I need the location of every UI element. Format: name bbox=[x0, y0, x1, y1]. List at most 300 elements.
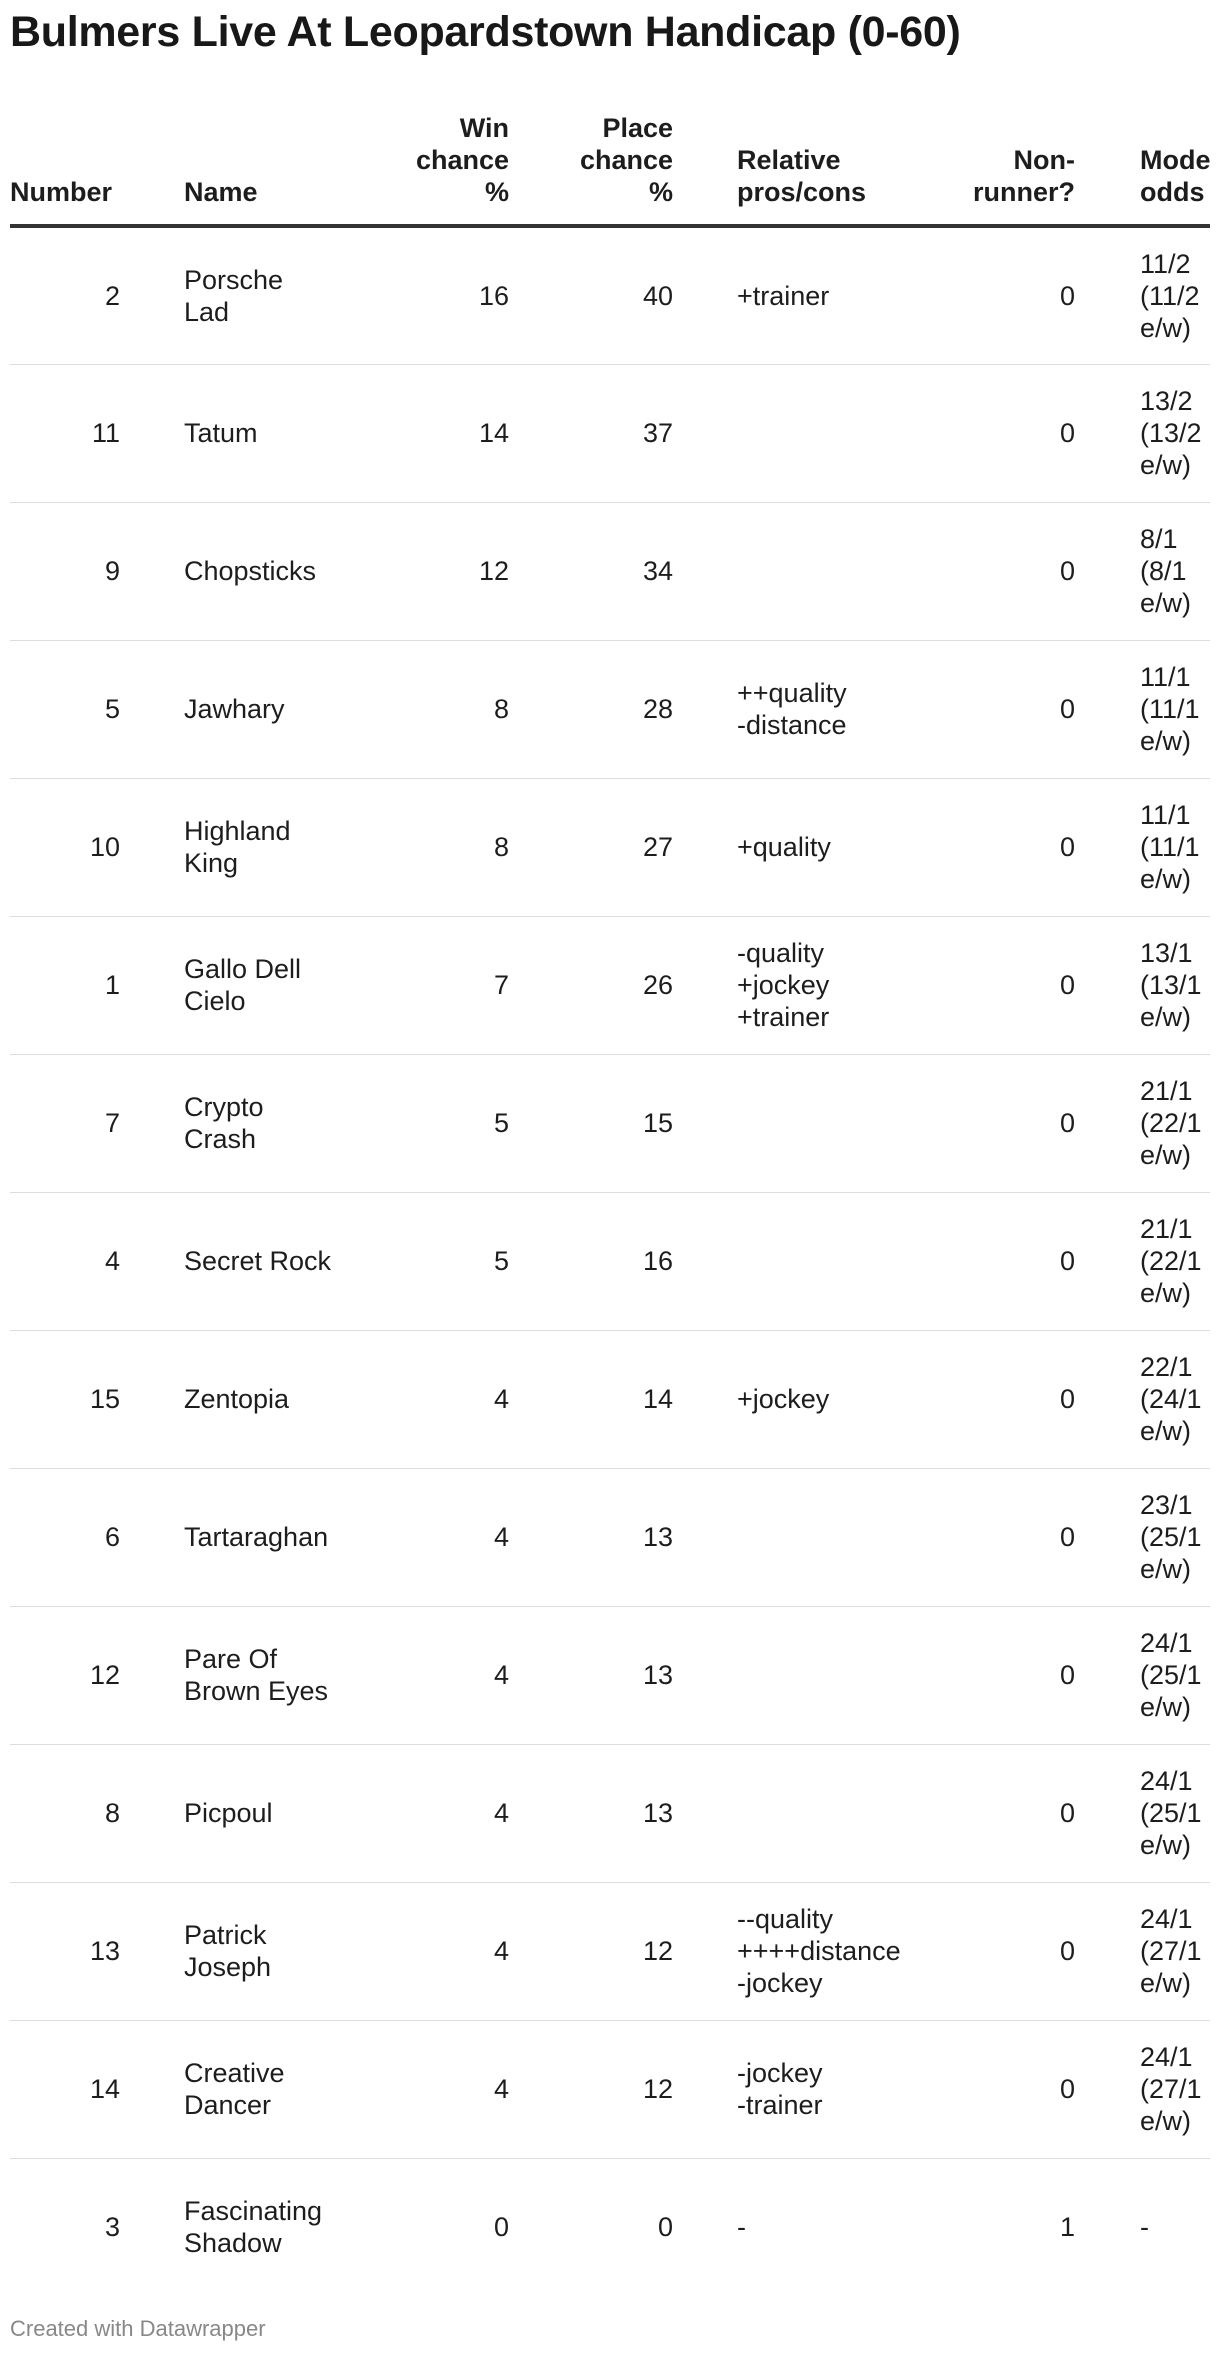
cell-non-runner-text: 0 bbox=[1059, 1522, 1075, 1552]
cell-spacer bbox=[120, 226, 184, 364]
cell-name-text: Picpoul bbox=[184, 1798, 273, 1828]
cell-non-runner bbox=[927, 226, 1075, 364]
odds-line: 24/1 bbox=[1140, 2042, 1193, 2072]
cell-name bbox=[184, 1744, 334, 1882]
cell-spacer bbox=[673, 2158, 737, 2296]
cell-win-chance-text: 12 bbox=[478, 556, 509, 586]
cell-place-chance bbox=[509, 502, 673, 640]
cell-mode-odds bbox=[1140, 1468, 1210, 1606]
cell-name-text: Highland King bbox=[184, 816, 291, 878]
odds-line: e/w) bbox=[1140, 1830, 1192, 1860]
cell-place-chance bbox=[509, 1330, 673, 1468]
odds-line: e/w) bbox=[1140, 450, 1192, 480]
odds-line: e/w) bbox=[1140, 1278, 1192, 1308]
cell-win-chance-text: 4 bbox=[493, 1798, 509, 1828]
cell-non-runner bbox=[927, 640, 1075, 778]
header-non-runner: Non- runner? bbox=[927, 112, 1075, 226]
cell-place-chance-text: 0 bbox=[657, 2212, 673, 2243]
cell-mode-odds bbox=[1140, 916, 1210, 1054]
cell-name bbox=[184, 1606, 334, 1744]
cell-spacer bbox=[120, 640, 184, 778]
cell-non-runner-text: 0 bbox=[1059, 418, 1075, 448]
cell-place-chance-text: 16 bbox=[642, 1246, 673, 1276]
cell-name-text: Fascinating Shadow bbox=[184, 2196, 323, 2259]
cell-win-chance bbox=[334, 226, 509, 364]
odds-line: e/w) bbox=[1140, 726, 1192, 756]
cell-non-runner bbox=[927, 2020, 1075, 2158]
cell-spacer bbox=[673, 640, 737, 778]
cell-place-chance bbox=[509, 226, 673, 364]
cell-spacer bbox=[673, 2020, 737, 2158]
cell-pros-cons bbox=[737, 364, 927, 502]
cell-name bbox=[184, 916, 334, 1054]
cell-place-chance bbox=[509, 1882, 673, 2020]
cell-non-runner bbox=[927, 1468, 1075, 1606]
cell-place-chance bbox=[509, 1468, 673, 1606]
cell-spacer bbox=[1075, 502, 1140, 640]
cell-spacer bbox=[673, 1192, 737, 1330]
cell-non-runner-text: 0 bbox=[1059, 556, 1075, 586]
cell-name bbox=[184, 364, 334, 502]
cell-spacer bbox=[1075, 1744, 1140, 1882]
odds-line: 24/1 bbox=[1140, 1628, 1193, 1658]
cell-number bbox=[10, 364, 120, 502]
odds-line: e/w) bbox=[1140, 1002, 1192, 1032]
cell-pros-cons bbox=[737, 1606, 927, 1744]
cell-pros-cons-text: --quality ++++distance -jockey bbox=[737, 1904, 901, 1998]
cell-name bbox=[184, 2020, 334, 2158]
cell-place-chance-text: 12 bbox=[642, 2074, 673, 2104]
cell-mode-odds bbox=[1140, 1054, 1210, 1192]
table-row bbox=[10, 1882, 1210, 2020]
odds-line: (8/1 bbox=[1140, 556, 1187, 586]
odds-line: (13/1 bbox=[1140, 970, 1202, 1000]
cell-number-text: 13 bbox=[89, 1936, 120, 1966]
cell-name bbox=[184, 1882, 334, 2020]
header-row bbox=[10, 112, 1210, 226]
odds-line: (25/1 bbox=[1140, 1522, 1202, 1552]
cell-non-runner bbox=[927, 916, 1075, 1054]
cell-number-text: 14 bbox=[89, 2074, 120, 2104]
cell-name bbox=[184, 1330, 334, 1468]
odds-line: 8/1 bbox=[1140, 524, 1178, 554]
cell-win-chance-text: 16 bbox=[478, 280, 509, 311]
cell-spacer bbox=[673, 364, 737, 502]
cell-place-chance-text: 12 bbox=[642, 1936, 673, 1966]
cell-place-chance bbox=[509, 640, 673, 778]
cell-spacer bbox=[120, 1606, 184, 1744]
cell-mode-odds bbox=[1140, 1330, 1210, 1468]
cell-spacer bbox=[1075, 364, 1140, 502]
cell-name bbox=[184, 502, 334, 640]
cell-spacer bbox=[673, 778, 737, 916]
table-row bbox=[10, 2158, 1210, 2296]
cell-spacer bbox=[120, 364, 184, 502]
cell-pros-cons bbox=[737, 640, 927, 778]
cell-win-chance-text: 4 bbox=[493, 1384, 509, 1414]
header-pros-cons: Relative pros/cons bbox=[737, 112, 927, 226]
cell-mode-odds bbox=[1140, 364, 1210, 502]
cell-non-runner bbox=[927, 502, 1075, 640]
odds-line: (25/1 bbox=[1140, 1798, 1202, 1828]
table-body bbox=[10, 226, 1210, 2296]
table-row bbox=[10, 502, 1210, 640]
cell-spacer bbox=[120, 778, 184, 916]
table-row bbox=[10, 1468, 1210, 1606]
cell-pros-cons bbox=[737, 1882, 927, 2020]
odds-line: (25/1 bbox=[1140, 1660, 1202, 1690]
cell-non-runner-text: 0 bbox=[1059, 2074, 1075, 2104]
cell-win-chance bbox=[334, 502, 509, 640]
cell-number-text: 2 bbox=[104, 280, 120, 311]
cell-non-runner-text: 0 bbox=[1059, 280, 1075, 311]
cell-name-text: Porsche Lad bbox=[184, 264, 284, 327]
cell-number-text: 4 bbox=[104, 1246, 120, 1276]
cell-number-text: 5 bbox=[104, 694, 120, 724]
cell-win-chance bbox=[334, 2020, 509, 2158]
cell-number bbox=[10, 226, 120, 364]
cell-mode-odds bbox=[1140, 1744, 1210, 1882]
cell-win-chance bbox=[334, 364, 509, 502]
cell-place-chance-text: 28 bbox=[642, 694, 673, 724]
cell-pros-cons-text: - bbox=[737, 2212, 746, 2243]
table-row bbox=[10, 1744, 1210, 1882]
odds-line: 11/1 bbox=[1140, 800, 1191, 830]
cell-non-runner-text: 0 bbox=[1059, 1246, 1075, 1276]
cell-win-chance bbox=[334, 1744, 509, 1882]
cell-number bbox=[10, 1468, 120, 1606]
cell-spacer bbox=[120, 1054, 184, 1192]
cell-number bbox=[10, 1882, 120, 2020]
cell-win-chance bbox=[334, 1330, 509, 1468]
cell-number bbox=[10, 778, 120, 916]
table-row bbox=[10, 1606, 1210, 1744]
cell-win-chance-text: 4 bbox=[493, 2074, 509, 2104]
table-row bbox=[10, 2020, 1210, 2158]
odds-line: 11/2 bbox=[1140, 248, 1191, 279]
odds-line: - bbox=[1140, 2212, 1149, 2243]
cell-non-runner-text: 0 bbox=[1059, 970, 1075, 1000]
odds-line: e/w) bbox=[1140, 1416, 1192, 1446]
cell-spacer bbox=[120, 1330, 184, 1468]
cell-win-chance bbox=[334, 640, 509, 778]
cell-mode-odds bbox=[1140, 640, 1210, 778]
cell-spacer bbox=[1075, 1468, 1140, 1606]
cell-place-chance bbox=[509, 1606, 673, 1744]
cell-pros-cons-text: +trainer bbox=[737, 280, 830, 311]
cell-spacer bbox=[673, 1882, 737, 2020]
cell-spacer bbox=[673, 1054, 737, 1192]
odds-line: e/w) bbox=[1140, 1554, 1192, 1584]
cell-name-text: Gallo Dell Cielo bbox=[184, 954, 302, 1016]
cell-pros-cons bbox=[737, 2020, 927, 2158]
header-win-chance: Win chance % bbox=[334, 112, 509, 226]
cell-win-chance bbox=[334, 1606, 509, 1744]
cell-place-chance bbox=[509, 1744, 673, 1882]
cell-number bbox=[10, 1330, 120, 1468]
table-row bbox=[10, 640, 1210, 778]
cell-number-text: 8 bbox=[104, 1798, 120, 1828]
cell-spacer bbox=[1075, 1054, 1140, 1192]
cell-place-chance-text: 37 bbox=[642, 418, 673, 448]
cell-number bbox=[10, 916, 120, 1054]
cell-number-text: 1 bbox=[104, 970, 120, 1000]
table-row bbox=[10, 226, 1210, 364]
cell-name-text: Crypto Crash bbox=[184, 1092, 264, 1154]
table-row bbox=[10, 778, 1210, 916]
odds-line: 21/1 bbox=[1140, 1214, 1193, 1244]
cell-spacer bbox=[120, 1192, 184, 1330]
cell-place-chance-text: 13 bbox=[642, 1798, 673, 1828]
cell-pros-cons-text: ++quality -distance bbox=[737, 678, 847, 740]
cell-win-chance bbox=[334, 1468, 509, 1606]
odds-line: e/w) bbox=[1140, 2106, 1192, 2136]
cell-win-chance-text: 4 bbox=[493, 1660, 509, 1690]
cell-non-runner bbox=[927, 1882, 1075, 2020]
cell-place-chance bbox=[509, 778, 673, 916]
cell-win-chance-text: 4 bbox=[493, 1522, 509, 1552]
cell-win-chance-text: 0 bbox=[493, 2212, 509, 2243]
cell-name-text: Tartaraghan bbox=[184, 1522, 329, 1552]
cell-spacer bbox=[1075, 916, 1140, 1054]
cell-place-chance-text: 13 bbox=[642, 1522, 673, 1552]
cell-win-chance-text: 14 bbox=[478, 418, 509, 448]
cell-spacer bbox=[1075, 226, 1140, 364]
cell-win-chance bbox=[334, 1054, 509, 1192]
table-row bbox=[10, 364, 1210, 502]
cell-win-chance-text: 8 bbox=[493, 832, 509, 862]
cell-mode-odds bbox=[1140, 2020, 1210, 2158]
odds-line: (11/1 bbox=[1140, 832, 1200, 862]
cell-spacer bbox=[120, 2020, 184, 2158]
cell-place-chance-text: 15 bbox=[642, 1108, 673, 1138]
odds-line: (27/1 bbox=[1140, 1936, 1202, 1966]
table-row bbox=[10, 916, 1210, 1054]
cell-mode-odds bbox=[1140, 1606, 1210, 1744]
odds-line: 13/2 bbox=[1140, 386, 1193, 416]
cell-win-chance bbox=[334, 2158, 509, 2296]
cell-spacer bbox=[120, 1468, 184, 1606]
cell-spacer bbox=[1075, 1606, 1140, 1744]
cell-non-runner-text: 0 bbox=[1059, 832, 1075, 862]
odds-line: e/w) bbox=[1140, 588, 1192, 618]
cell-number bbox=[10, 1054, 120, 1192]
cell-non-runner-text: 1 bbox=[1059, 2212, 1075, 2243]
cell-number-text: 10 bbox=[89, 832, 120, 862]
odds-line: e/w) bbox=[1140, 1968, 1192, 1998]
cell-number bbox=[10, 1744, 120, 1882]
cell-name-text: Patrick Joseph bbox=[184, 1920, 272, 1982]
cell-non-runner-text: 0 bbox=[1059, 1660, 1075, 1690]
cell-mode-odds bbox=[1140, 226, 1210, 364]
cell-place-chance bbox=[509, 364, 673, 502]
cell-win-chance-text: 4 bbox=[493, 1936, 509, 1966]
cell-place-chance-text: 13 bbox=[642, 1660, 673, 1690]
cell-spacer bbox=[1075, 2158, 1140, 2296]
cell-non-runner bbox=[927, 1192, 1075, 1330]
table-row bbox=[10, 1054, 1210, 1192]
cell-name bbox=[184, 2158, 334, 2296]
cell-place-chance bbox=[509, 1054, 673, 1192]
cell-name bbox=[184, 640, 334, 778]
cell-non-runner bbox=[927, 1606, 1075, 1744]
odds-line: e/w) bbox=[1140, 1140, 1192, 1170]
odds-line: 11/1 bbox=[1140, 662, 1191, 692]
cell-non-runner-text: 0 bbox=[1059, 1384, 1075, 1414]
cell-win-chance bbox=[334, 1882, 509, 2020]
cell-mode-odds bbox=[1140, 502, 1210, 640]
cell-place-chance-text: 40 bbox=[642, 280, 673, 311]
odds-line: 24/1 bbox=[1140, 1904, 1193, 1934]
odds-line: (11/2 bbox=[1140, 280, 1200, 311]
cell-pros-cons bbox=[737, 226, 927, 364]
cell-place-chance-text: 34 bbox=[642, 556, 673, 586]
cell-place-chance bbox=[509, 916, 673, 1054]
cell-place-chance bbox=[509, 1192, 673, 1330]
odds-line: 22/1 bbox=[1140, 1352, 1193, 1382]
cell-spacer bbox=[1075, 1882, 1140, 2020]
cell-number-text: 9 bbox=[104, 556, 120, 586]
odds-line: (22/1 bbox=[1140, 1108, 1202, 1138]
cell-number-text: 3 bbox=[104, 2212, 120, 2243]
cell-name bbox=[184, 226, 334, 364]
cell-name-text: Chopsticks bbox=[184, 556, 317, 586]
cell-spacer bbox=[120, 1744, 184, 1882]
cell-pros-cons bbox=[737, 1744, 927, 1882]
odds-line: 21/1 bbox=[1140, 1076, 1193, 1106]
cell-pros-cons bbox=[737, 778, 927, 916]
cell-spacer bbox=[1075, 640, 1140, 778]
odds-line: 23/1 bbox=[1140, 1490, 1193, 1520]
cell-mode-odds bbox=[1140, 2158, 1210, 2296]
cell-non-runner-text: 0 bbox=[1059, 1798, 1075, 1828]
cell-mode-odds bbox=[1140, 1882, 1210, 2020]
table-row bbox=[10, 1192, 1210, 1330]
cell-name-text: Pare Of Brown Eyes bbox=[184, 1644, 329, 1706]
cell-place-chance-text: 27 bbox=[642, 832, 673, 862]
cell-spacer bbox=[673, 502, 737, 640]
cell-name-text: Tatum bbox=[184, 418, 258, 448]
cell-spacer bbox=[673, 1744, 737, 1882]
cell-pros-cons bbox=[737, 1330, 927, 1468]
cell-spacer bbox=[673, 1468, 737, 1606]
cell-non-runner bbox=[927, 778, 1075, 916]
header-name: Name bbox=[184, 112, 334, 226]
header-spacer bbox=[1075, 112, 1140, 226]
table-title: Bulmers Live At Leopardstown Handicap (0-60) bbox=[10, 8, 961, 56]
cell-number bbox=[10, 1606, 120, 1744]
table-row bbox=[10, 1330, 1210, 1468]
cell-name-text: Zentopia bbox=[184, 1384, 290, 1414]
odds-line: (24/1 bbox=[1140, 1384, 1202, 1414]
cell-name-text: Jawhary bbox=[184, 694, 285, 724]
header-number: Number bbox=[10, 112, 120, 226]
header-spacer bbox=[120, 112, 184, 226]
cell-win-chance bbox=[334, 1192, 509, 1330]
odds-line: (22/1 bbox=[1140, 1246, 1202, 1276]
cell-number-text: 12 bbox=[89, 1660, 120, 1690]
cell-spacer bbox=[1075, 2020, 1140, 2158]
cell-spacer bbox=[673, 226, 737, 364]
cell-number-text: 6 bbox=[104, 1522, 120, 1552]
odds-line: e/w) bbox=[1140, 864, 1192, 894]
cell-pros-cons-text: +quality bbox=[737, 832, 831, 862]
header-spacer bbox=[673, 112, 737, 226]
cell-spacer bbox=[1075, 1192, 1140, 1330]
odds-line: (13/2 bbox=[1140, 418, 1202, 448]
cell-spacer bbox=[120, 502, 184, 640]
odds-line: (11/1 bbox=[1140, 694, 1200, 724]
odds-line: e/w) bbox=[1140, 312, 1192, 343]
cell-number bbox=[10, 1192, 120, 1330]
cell-number-text: 15 bbox=[89, 1384, 120, 1414]
cell-win-chance-text: 7 bbox=[493, 970, 509, 1000]
odds-line: e/w) bbox=[1140, 1692, 1192, 1722]
footer-credit: Created with Datawrapper bbox=[10, 2316, 266, 2341]
cell-win-chance bbox=[334, 916, 509, 1054]
cell-non-runner bbox=[927, 364, 1075, 502]
cell-win-chance-text: 8 bbox=[493, 694, 509, 724]
cell-non-runner bbox=[927, 2158, 1075, 2296]
cell-pros-cons bbox=[737, 1192, 927, 1330]
cell-win-chance bbox=[334, 778, 509, 916]
cell-pros-cons bbox=[737, 502, 927, 640]
cell-name bbox=[184, 1192, 334, 1330]
cell-win-chance-text: 5 bbox=[493, 1246, 509, 1276]
header-place-chance: Place chance % bbox=[509, 112, 673, 226]
cell-place-chance-text: 14 bbox=[642, 1384, 673, 1414]
cell-mode-odds bbox=[1140, 1192, 1210, 1330]
cell-number-text: 11 bbox=[91, 418, 120, 448]
cell-number bbox=[10, 2158, 120, 2296]
odds-line: 24/1 bbox=[1140, 1766, 1193, 1796]
cell-name bbox=[184, 778, 334, 916]
cell-place-chance bbox=[509, 2020, 673, 2158]
cell-mode-odds bbox=[1140, 778, 1210, 916]
cell-name bbox=[184, 1054, 334, 1192]
odds-line: 13/1 bbox=[1140, 938, 1193, 968]
cell-place-chance bbox=[509, 2158, 673, 2296]
cell-spacer bbox=[120, 1882, 184, 2020]
cell-non-runner bbox=[927, 1744, 1075, 1882]
cell-non-runner-text: 0 bbox=[1059, 1936, 1075, 1966]
odds-line: (27/1 bbox=[1140, 2074, 1202, 2104]
cell-name-text: Secret Rock bbox=[184, 1246, 332, 1276]
cell-non-runner-text: 0 bbox=[1059, 1108, 1075, 1138]
cell-non-runner bbox=[927, 1330, 1075, 1468]
cell-number bbox=[10, 2020, 120, 2158]
cell-pros-cons bbox=[737, 2158, 927, 2296]
cell-place-chance-text: 26 bbox=[642, 970, 673, 1000]
cell-spacer bbox=[673, 916, 737, 1054]
cell-number-text: 7 bbox=[104, 1108, 120, 1138]
cell-name bbox=[184, 1468, 334, 1606]
cell-pros-cons bbox=[737, 1468, 927, 1606]
cell-spacer bbox=[673, 1606, 737, 1744]
cell-pros-cons bbox=[737, 916, 927, 1054]
cell-spacer bbox=[673, 1330, 737, 1468]
cell-pros-cons-text: -quality +jockey +trainer bbox=[737, 938, 830, 1032]
cell-name-text: Creative Dancer bbox=[184, 2058, 285, 2120]
cell-non-runner bbox=[927, 1054, 1075, 1192]
cell-pros-cons-text: +jockey bbox=[737, 1384, 830, 1414]
header-mode-odds: Mode odds bbox=[1140, 112, 1210, 226]
cell-spacer bbox=[120, 2158, 184, 2296]
cell-win-chance-text: 5 bbox=[493, 1108, 509, 1138]
cell-pros-cons-text: -jockey -trainer bbox=[737, 2058, 823, 2120]
cell-spacer bbox=[120, 916, 184, 1054]
cell-non-runner-text: 0 bbox=[1059, 694, 1075, 724]
